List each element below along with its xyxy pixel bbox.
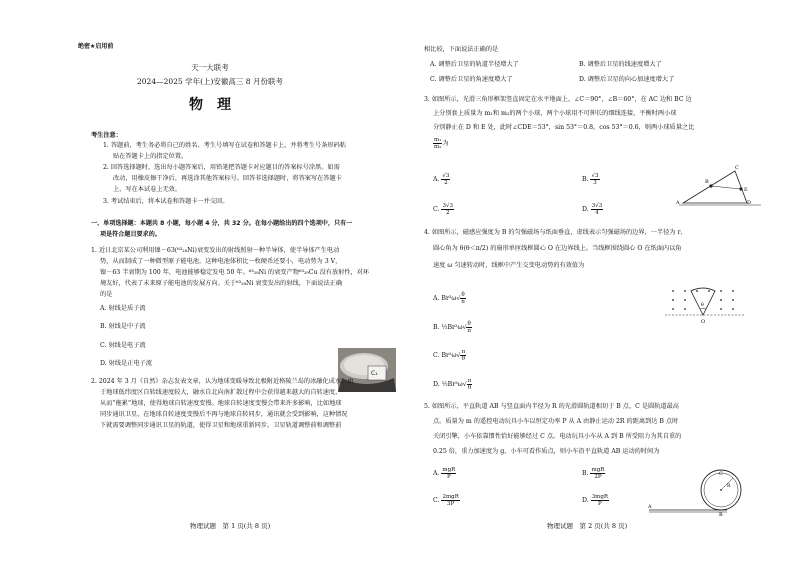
q2-option-c: C. 调整后卫星的角速度增大了 bbox=[430, 76, 513, 83]
q4-line: 圆心角为 θ(θ＜π/2) 的扇形单匝线框圆心 O 在边界线上。当线框围绕圆心 O 在纸面内以角 bbox=[433, 245, 682, 252]
q3-line: 上分别套上质量为 m₁和 m₂的两个小球，两个小球用不可伸长的细线连接，平衡时两小球 bbox=[433, 110, 677, 117]
option-denominator: 3P bbox=[447, 501, 455, 507]
option-label: C. bbox=[433, 497, 440, 504]
option-denominator: P bbox=[447, 474, 451, 480]
option-label: A. bbox=[433, 176, 440, 183]
option-numerator: √3 bbox=[442, 173, 450, 179]
q5-line: 5. 如图所示，平直轨道 AB 与竖直面内半径为 R 的光滑圆轨道相切于 B 点，C 是圆轨道最高 bbox=[424, 403, 679, 410]
option-numerator: mgR bbox=[591, 467, 605, 473]
subject-title: 物 理 bbox=[189, 97, 231, 113]
q1-line: 镍－63 半衰期为 100 年，电池能够稳定发电 50 年。⁶³₂₈Ni 的衰变产物⁶³₂₉Cu 没有放射性，对环 bbox=[100, 269, 370, 276]
label-c: C bbox=[735, 165, 739, 171]
q2-line: 同步通讯卫星，在地球自转速度变慢后不再与地球自转同步，通讯就会受到影响，这种情况 bbox=[100, 411, 348, 418]
svg-text:C₁: C₁ bbox=[371, 370, 378, 377]
option-denominator: 2 bbox=[445, 210, 450, 216]
q1-line: 势，从而制成了一种微型原子能电池，这种电池体积比一枚硬币还要小，电动势为 3 V， bbox=[100, 258, 342, 265]
note-line: 贴在答题卡上的指定位置。 bbox=[113, 153, 188, 160]
q1-option-c: C. 射线是电子流 bbox=[100, 342, 146, 349]
notes-title: 考生注意： bbox=[91, 132, 122, 139]
root-numerator: π bbox=[467, 378, 472, 384]
section-heading: 项是符合题目要求的。 bbox=[100, 231, 161, 238]
label-o: O bbox=[701, 319, 706, 325]
q3-option-b bbox=[582, 173, 600, 186]
q4-line: 4. 如图所示，磁感应强度为 B 的匀强磁场与纸面垂直，虚线表示匀强磁场的边界，一半径为 r、 bbox=[424, 229, 687, 236]
q5-option-d bbox=[582, 494, 609, 507]
root-denominator: π bbox=[461, 299, 465, 305]
page-footer: 物理试题 第 1 页(共 8 页) bbox=[190, 522, 271, 530]
exam-title: 2024—2025 学年(上)安徽高三 8 月份联考 bbox=[137, 77, 283, 86]
option-numerator: mgR bbox=[442, 467, 456, 473]
option-label: D. bbox=[582, 497, 589, 504]
note-line: 改动，用橡皮擦干净后，再选涂其他答案标号。回答非选择题时，将答案写在答题卡 bbox=[113, 175, 342, 182]
root-denominator: π bbox=[467, 328, 471, 334]
q5-line: 点。质量为 m 的遥控电动玩具小车以恒定功率 P 从 A 由静止运动 2R 的距离到达 B 点时 bbox=[433, 418, 679, 425]
magnetic-field-diagram bbox=[665, 285, 745, 329]
q5-line: 关闭引擎，小车依靠惯性恰好能够经过 C 点。电动玩具小车从 A 到 B 所受阻力为其自重的 bbox=[433, 433, 682, 440]
q4-option-b: B. ½Br²ω√ $\frac{\theta}{\pi}$ bbox=[433, 321, 471, 334]
label-a: A bbox=[676, 200, 680, 206]
q1-option-a: A. 射线是质子流 bbox=[100, 305, 146, 312]
q4-option-c: C. Br²ω√ $\frac{\pi}{\theta}$ bbox=[433, 349, 466, 362]
root-numerator: θ bbox=[461, 292, 465, 298]
q2-line: 从而“拖累”地球，使得地球自转速度变慢。地球自转速度变慢会带来许多影响，比如地球 bbox=[100, 400, 342, 407]
note-line: 1. 答题前，考生务必将自己的姓名、考生号填写在试卷和答题卡上，并将考生号条形码粘 bbox=[103, 142, 346, 149]
note-line: 上，写在本试卷上无效。 bbox=[113, 186, 182, 193]
q1-option-d: D. 射线是正电子流 bbox=[100, 360, 152, 367]
q5-option-a bbox=[433, 467, 456, 480]
option-denominator: P bbox=[598, 501, 602, 507]
root-numerator: π bbox=[461, 349, 466, 355]
label-b: B bbox=[705, 179, 709, 185]
option-expression: ½Br²ω bbox=[441, 381, 463, 388]
q2-option-b: B. 调整后卫星的线速度增大了 bbox=[579, 61, 662, 68]
option-label: B. bbox=[433, 324, 440, 331]
note-line: 3. 考试结束后，将本试卷和答题卡一并交回。 bbox=[103, 198, 229, 205]
triangle-frame-diagram bbox=[675, 163, 765, 211]
label-a: A bbox=[648, 504, 652, 510]
q2-option-d: D. 调整后卫星的向心加速度增大了 bbox=[579, 76, 675, 83]
q2-line: 2. 2024 年 3 月《自然》杂志发表文章，认为地球变暖导致北极附近格陵兰岛的冰融化成水，由 bbox=[91, 378, 354, 385]
q4-option-a: A. Br²ω√ $\frac{\theta}{\pi}$ bbox=[433, 292, 465, 305]
option-numerator: 2mgR bbox=[442, 494, 459, 500]
ratio-numerator: m₁ bbox=[434, 137, 442, 143]
secret-label: 绝密★启用前 bbox=[78, 43, 114, 50]
q1-line: 1. 近日北京某公司利用镍－63(⁶³₂₈Ni)衰变发出的射线照射一种半导体，使半导体产生电动 bbox=[91, 247, 340, 254]
q2-line: 下就需要调整同步通讯卫星的轨道，使得卫星和地球重新同步。卫星轨道调整前和调整前 bbox=[100, 422, 342, 429]
root-denominator: θ bbox=[467, 385, 472, 391]
option-label: C. bbox=[433, 206, 440, 213]
option-numerator: 3√3 bbox=[442, 203, 453, 209]
label-e: E bbox=[744, 187, 748, 193]
option-label: B. bbox=[582, 176, 589, 183]
option-label: B. bbox=[582, 470, 589, 477]
q2-option-a: A. 调整后卫星的轨道半径增大了 bbox=[430, 61, 519, 68]
loop-track-diagram bbox=[647, 462, 747, 516]
root-denominator: θ bbox=[461, 356, 465, 362]
option-label: A. bbox=[433, 470, 440, 477]
label-r: R bbox=[727, 484, 731, 489]
q5-option-b bbox=[582, 467, 605, 480]
note-line: 2. 回答选择题时，选出每小题答案后，用铅笔把答题卡对应题目的答案标号涂黑。如需 bbox=[103, 164, 340, 171]
option-expression: Br²ω bbox=[441, 352, 457, 359]
option-numerator: 3√3 bbox=[591, 203, 603, 209]
ratio-suffix: 为 bbox=[442, 140, 449, 147]
q1-line: 境友好，代表了未来原子能电池的发展方向。关于⁶³₂₈Ni 衰变发出的射线，下面说法正确 bbox=[100, 280, 343, 287]
q1-option-b: B. 射线是中子流 bbox=[100, 323, 146, 330]
root-numerator: θ bbox=[467, 321, 471, 327]
label-b: B bbox=[719, 512, 723, 516]
section-heading: 一、单项选择题：本题共 8 小题，每小题 4 分，共 32 分。在每小题给出的四个选项中，只有一 bbox=[91, 220, 353, 227]
option-denominator: 2P bbox=[594, 474, 602, 480]
label-c: C bbox=[719, 471, 723, 477]
q3-option-c bbox=[433, 203, 454, 216]
option-label: D. bbox=[582, 206, 589, 213]
option-expression: ½Br²ω bbox=[441, 324, 463, 331]
label-theta: θ bbox=[701, 303, 704, 308]
label-d: D bbox=[747, 200, 752, 206]
page-footer: 物理试题 第 2 页(共 8 页) bbox=[547, 522, 628, 530]
q3-option-d bbox=[582, 203, 603, 216]
q4-line: 速度 ω 匀速转动时，线框中产生交变电动势的有效值为 bbox=[433, 262, 585, 269]
q3-option-a bbox=[433, 173, 450, 186]
q3-ratio bbox=[433, 137, 449, 150]
q2-tail: 相比较，下面说法正确的是 bbox=[424, 46, 499, 53]
option-label: A. bbox=[433, 295, 440, 302]
q3-line: 分别静止在 D 和 E 处，此时∠CDE＝53°，sin 53°＝0.8，cos 53°＝0.6，则两小球质量之比 bbox=[433, 124, 695, 131]
option-denominator: 2 bbox=[444, 180, 448, 186]
option-label: C. bbox=[433, 352, 440, 359]
q4-option-d: D. ½Br²ω√ $\frac{\pi}{\theta}$ bbox=[433, 378, 472, 391]
option-denominator: 3 bbox=[593, 180, 597, 186]
option-expression: Br²ω bbox=[441, 295, 457, 302]
option-numerator: √3 bbox=[591, 173, 599, 179]
ratio-denominator: m₂ bbox=[434, 144, 442, 150]
q2-line: 于地球低纬度区自转线速度较大，融水自北向南扩散过程中会获得越来越大的自转速度， bbox=[100, 389, 342, 396]
q5-line: 0.25 倍，重力加速度为 g，小车可看作质点，则小车沿平直轨道 AB 运动的时间为 bbox=[433, 448, 660, 455]
q3-line: 3. 如图所示，光滑三角形框架竖直固定在水平地面上，∠C＝90°，∠B＝60°，在 AC 边和 BC 边 bbox=[424, 96, 692, 103]
org-name: 天一大联考 bbox=[191, 63, 229, 72]
q5-option-c bbox=[433, 494, 460, 507]
page-2 bbox=[397, 0, 794, 561]
option-label: D. bbox=[433, 381, 440, 388]
option-denominator: 4 bbox=[595, 210, 599, 216]
q1-line: 的是 bbox=[100, 291, 113, 298]
option-numerator: 3mgR bbox=[591, 494, 609, 500]
